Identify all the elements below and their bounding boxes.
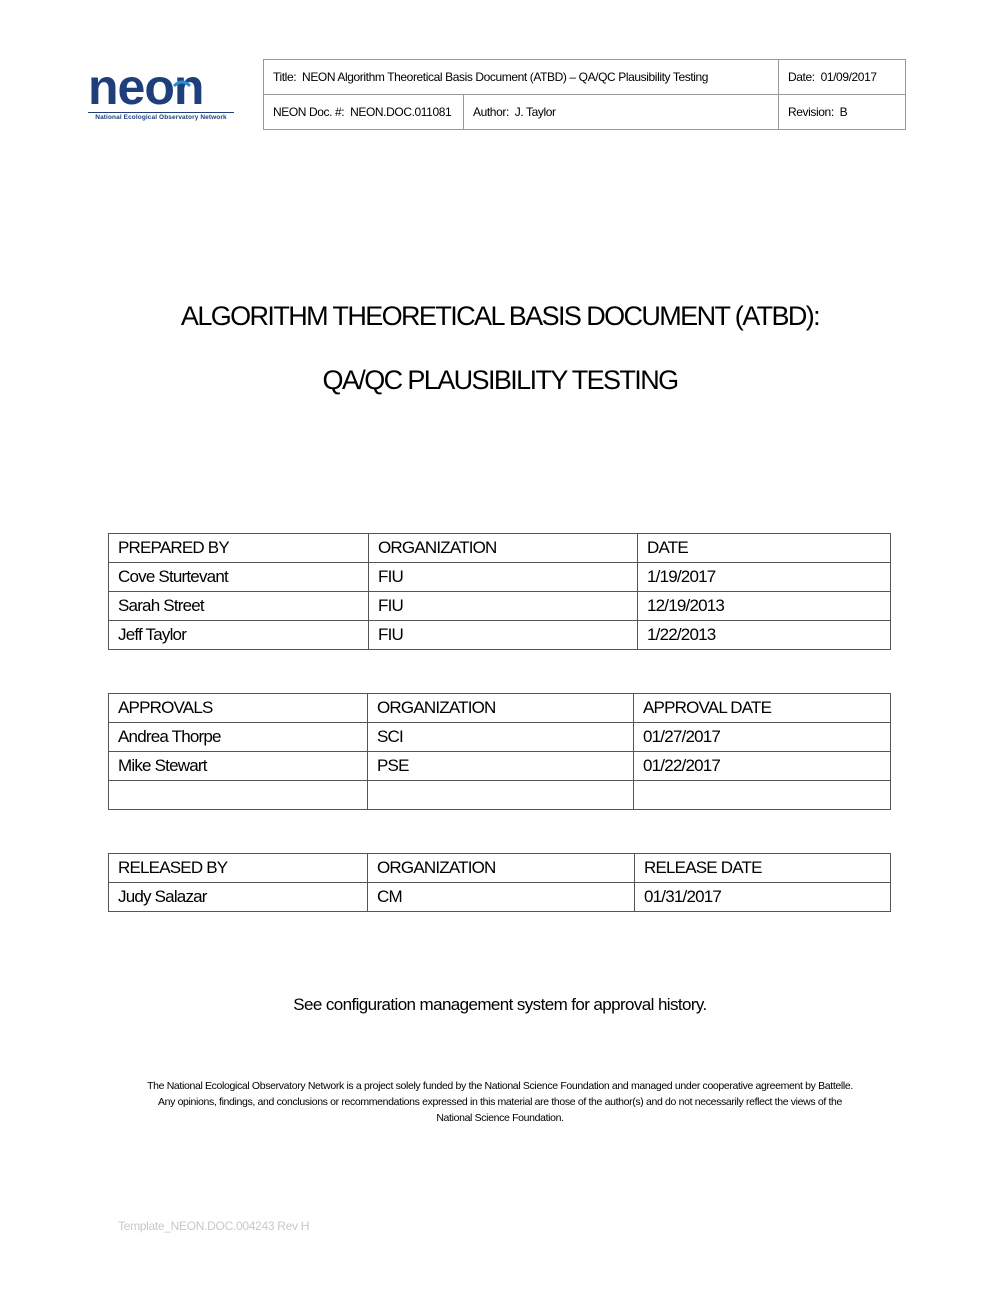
table-cell: CM [368, 883, 635, 912]
table-cell: 01/27/2017 [634, 723, 891, 752]
table-header-row [109, 694, 891, 723]
table-cell: 01/22/2017 [634, 752, 891, 781]
table-cell: 1/19/2017 [638, 563, 891, 592]
table-cell: FIU [369, 621, 638, 650]
table-row [109, 563, 891, 592]
document-header [263, 59, 906, 130]
config-management-note: See configuration management system for approval history. [293, 995, 707, 1014]
logo-tagline: National Ecological Observatory Network [88, 112, 234, 121]
table-header-row [109, 854, 891, 883]
table-header-cell: DATE [638, 534, 891, 563]
table-cell: Jeff Taylor [109, 621, 369, 650]
document-title-line1: ALGORITHM THEORETICAL BASIS DOCUMENT (ATBD): [180, 301, 820, 331]
header-revision-value: B [839, 105, 848, 119]
table-row [109, 723, 891, 752]
funding-line: Any opinions, findings, and conclusions or recommendations expressed in this material are those of the author(s) and do not necessarily reflect the views of the [157, 1096, 843, 1108]
table-row [109, 781, 891, 810]
table-cell: FIU [369, 563, 638, 592]
table-row [109, 621, 891, 650]
funding-line: National Science Foundation. [436, 1112, 564, 1124]
header-date-label: Date: [788, 70, 815, 84]
table-row [109, 752, 891, 781]
table-header-cell: RELEASE DATE [635, 854, 891, 883]
table-cell [368, 781, 634, 810]
header-title-label: Title: [273, 70, 297, 84]
header-author-value: J. Taylor [514, 105, 556, 119]
table-row [109, 883, 891, 912]
table-header-cell: APPROVALS [109, 694, 368, 723]
table-cell: Mike Stewart [109, 752, 368, 781]
header-author-cell [464, 95, 779, 130]
header-title-cell [264, 60, 779, 95]
table-header-cell: ORGANIZATION [368, 694, 634, 723]
header-author-label: Author: [473, 105, 509, 119]
header-doc-cell [264, 95, 464, 130]
table-header-row [109, 534, 891, 563]
funding-line: The National Ecological Observatory Network is a project solely funded by the National Science Foundation and managed under cooperative agreement by Battelle. [147, 1080, 853, 1092]
table-cell: SCI [368, 723, 634, 752]
table-cell: Judy Salazar [109, 883, 368, 912]
table-header-cell: ORGANIZATION [369, 534, 638, 563]
table-cell: 01/31/2017 [635, 883, 891, 912]
table-cell: Cove Sturtevant [109, 563, 369, 592]
table-cell: Sarah Street [109, 592, 369, 621]
table-header-cell: RELEASED BY [109, 854, 368, 883]
neon-wordmark-logo [88, 64, 234, 112]
table-cell: PSE [368, 752, 634, 781]
table-cell [109, 781, 368, 810]
table-header-cell: PREPARED BY [109, 534, 369, 563]
header-revision-label: Revision: [788, 105, 834, 119]
header-title-value: NEON Algorithm Theoretical Basis Document (ATBD) – QA/QC Plausibility Testing [302, 70, 709, 84]
template-id: Template_NEON.DOC.004243 Rev H [118, 1219, 310, 1233]
funding-disclaimer [100, 1078, 900, 1126]
header-date-value: 01/09/2017 [820, 70, 877, 84]
table-cell: Andrea Thorpe [109, 723, 368, 752]
table-row [109, 592, 891, 621]
prepared-by-table [108, 533, 891, 650]
header-date-cell [779, 60, 906, 95]
table-cell [634, 781, 891, 810]
header-revision-cell [779, 95, 906, 130]
document-title-line2: QA/QC PLAUSIBILITY TESTING [322, 365, 678, 395]
table-cell: FIU [369, 592, 638, 621]
header-doc-value: NEON.DOC.011081 [350, 105, 452, 119]
approvals-table [108, 693, 891, 810]
neon-logo [88, 64, 234, 124]
table-header-cell: APPROVAL DATE [634, 694, 891, 723]
released-by-table [108, 853, 891, 912]
header-doc-label: NEON Doc. #: [273, 105, 345, 119]
table-header-cell: ORGANIZATION [368, 854, 635, 883]
table-cell: 12/19/2013 [638, 592, 891, 621]
table-cell: 1/22/2013 [638, 621, 891, 650]
logo-wordmark-text: neon [88, 64, 204, 112]
